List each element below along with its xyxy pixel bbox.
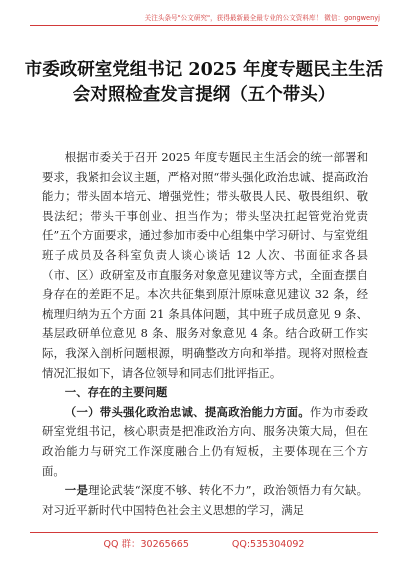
body-paragraph-1: 根据市委关于召开 2025 年度专题民主生活会的统一部署和要求，我紧扣会议主题，严格对照“带头强化政治忠诚、提高政治能力；带头固本培元、增强党性；带头敬畏人民、敬畏组织、敬畏法纪；带头干事创业、担当作为；带头坚决扛起管党治党责任”五个方面要求，通过参加市委中心组集中学习研讨、与室党组班子成员及各科室负责人谈心谈话 12 人次、书面征求各县（市、区）政研室及市直服务对象意见建议等方式，全面查摆自身存在的差距不足。本次共征集到原汁原味意见建议 32 条，经梳理归纳为五个方面 21 条具体问题，其中班子成员意见 9 条、基层政研单位意见 8 条、服务对象意见 4 条。结合政研工作实际，我深入剖析问题根源，明确整改方向和举措。现将对照检查情况汇报如下，请各位领导和同志们批评指正。 [42, 150, 368, 380]
point-lead-1: 一是 [64, 483, 89, 498]
footer-contact [0, 536, 408, 550]
body-paragraph-2 [42, 403, 368, 481]
body-paragraph-3-text: 理论武装“深度不够、转化不力”，政治领悟力有欠缺。对习近平新时代中国特色社会主义思想的学习，满足 [42, 483, 368, 517]
header-promo-note: 关注头条号"公文研究"，获得最新最全最专业的公文资料库！ 微信：gongwenyj [144, 14, 380, 22]
header-divider [30, 25, 378, 26]
footer-qq-group: QQ 群：30265665 [103, 539, 189, 550]
body-paragraph-2-text: 作为市委政研室党组书记，核心职责是把准政治方向、服务决策大局，但在政治能力与研究工作深度融合上仍有短板，主要体现在三个方面。 [42, 404, 368, 478]
document-title: 市委政研室党组书记 2025 年度专题民主生活会对照检查发言提纲（五个带头） [24, 60, 384, 105]
section-heading-1: 一、存在的主要问题 [64, 385, 168, 400]
subheading-1: （一）带头强化政治忠诚、提高政治能力方面。 [64, 404, 310, 419]
footer-divider [30, 532, 378, 533]
body-paragraph-3 [42, 481, 368, 520]
document-body [42, 148, 368, 520]
footer-qq: QQ:535304092 [231, 539, 305, 550]
